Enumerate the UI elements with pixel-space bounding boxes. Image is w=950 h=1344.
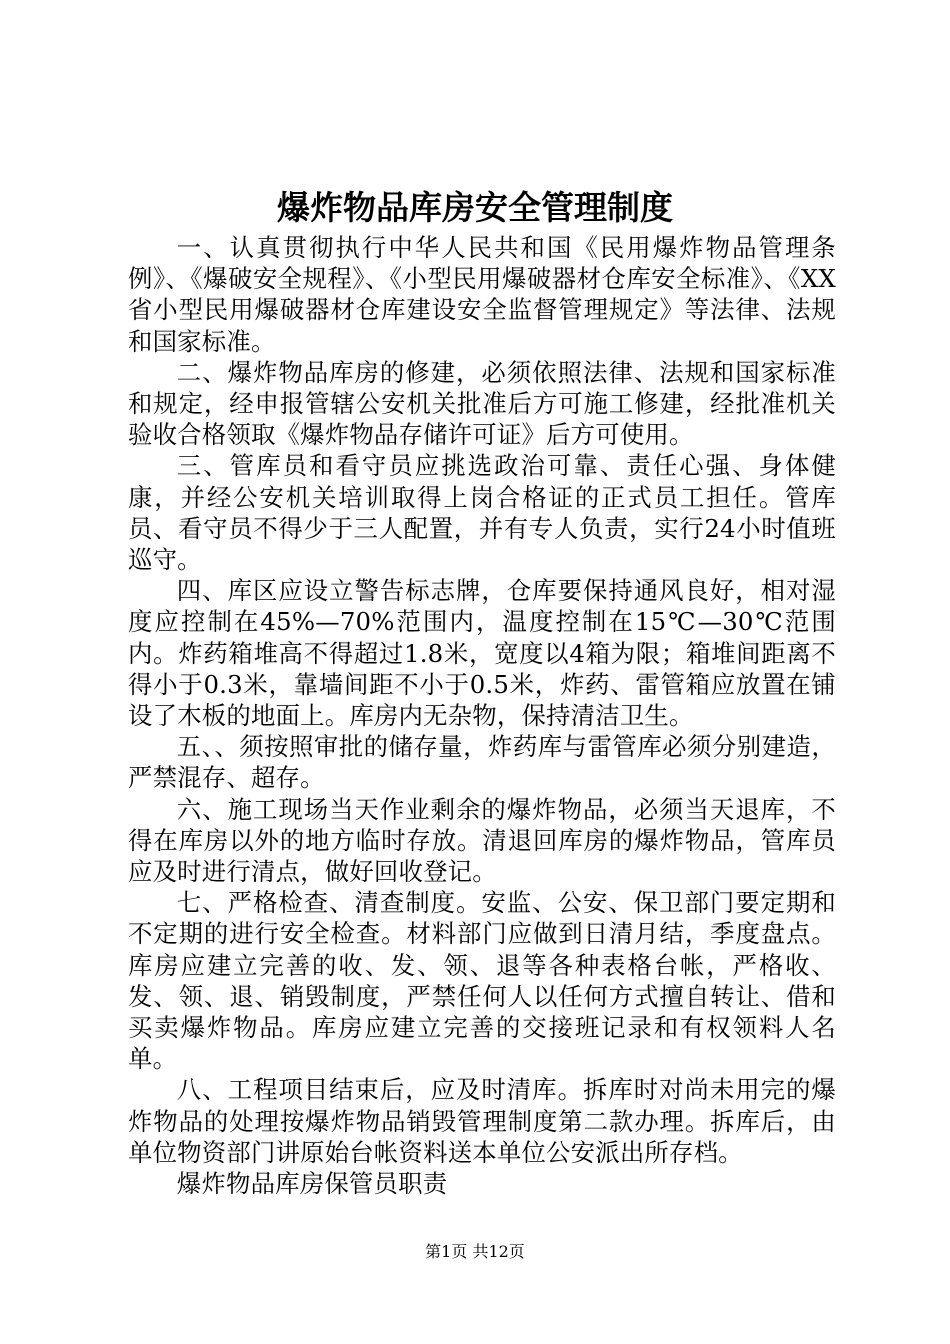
paragraph-1: 一、认真贯彻执行中华人民共和国《民用爆炸物品管理条例》、《爆破安全规程》、《小型民用爆破器材仓库安全标准》、《XX省小型民用爆破器材仓库建设安全监督管理规定》等法律、法规和国家标准。 <box>128 233 836 356</box>
paragraph-5: 五、、须按照审批的储存量，炸药库与雷管库必须分别建造，严禁混存、超存。 <box>128 732 836 793</box>
document-body <box>128 232 836 1199</box>
paragraph-3: 三、管库员和看守员应挑选政治可靠、责任心强、身体健康，并经公安机关培训取得上岗合格证的正式员工担任。管库员、看守员不得少于三人配置，并有专人负责，实行24小时值班巡守。 <box>128 451 836 575</box>
section-heading-keeper-duties: 爆炸物品库房保管员职责 <box>176 1169 448 1199</box>
page-footer: 第1页 共12页 <box>425 1242 525 1261</box>
document-title: 爆炸物品库房安全管理制度 <box>277 188 673 227</box>
paragraph-2: 二、爆炸物品库房的修建，必须依照法律、法规和国家标准和规定，经申报管辖公安机关批准后方可施工修建，经批准机关验收合格领取《爆炸物品存储许可证》后方可使用。 <box>128 357 836 450</box>
paragraph-8: 八、工程项目结束后，应及时清库。拆库时对尚未用完的爆炸物品的处理按爆炸物品销毁管理制度第二款办理。拆库后，由单位物资部门讲原始台帐资料送本单位公安派出所存档。 <box>128 1075 836 1167</box>
paragraph-7: 七、严格检查、清查制度。安监、公安、保卫部门要定期和不定期的进行安全检查。材料部门应做到日清月结，季度盘点。库房应建立完善的收、发、领、退等各种表格台帐，严格收、发、领、退、销毁制度，严禁任何人以任何方式擅自转让、借和买卖爆炸物品。库房应建立完善的交接班记录和有权领料人名单。 <box>128 888 836 1074</box>
paragraph-4: 四、库区应设立警告标志牌，仓库要保持通风良好，相对湿度应控制在45%—70%范围内，温度控制在15℃—30℃范围内。炸药箱堆高不得超过1.8米，宽度以4箱为限；箱堆间距离不得小于0.3米，靠墙间距不小于0.5米，炸药、雷管箱应放置在铺设了木板的地面上。库房内无杂物，保持清洁卫生。 <box>128 576 836 731</box>
paragraph-6: 六、施工现场当天作业剩余的爆炸物品，必须当天退库，不得在库房以外的地方临时存放。清退回库房的爆炸物品，管库员应及时进行清点，做好回收登记。 <box>128 794 836 887</box>
